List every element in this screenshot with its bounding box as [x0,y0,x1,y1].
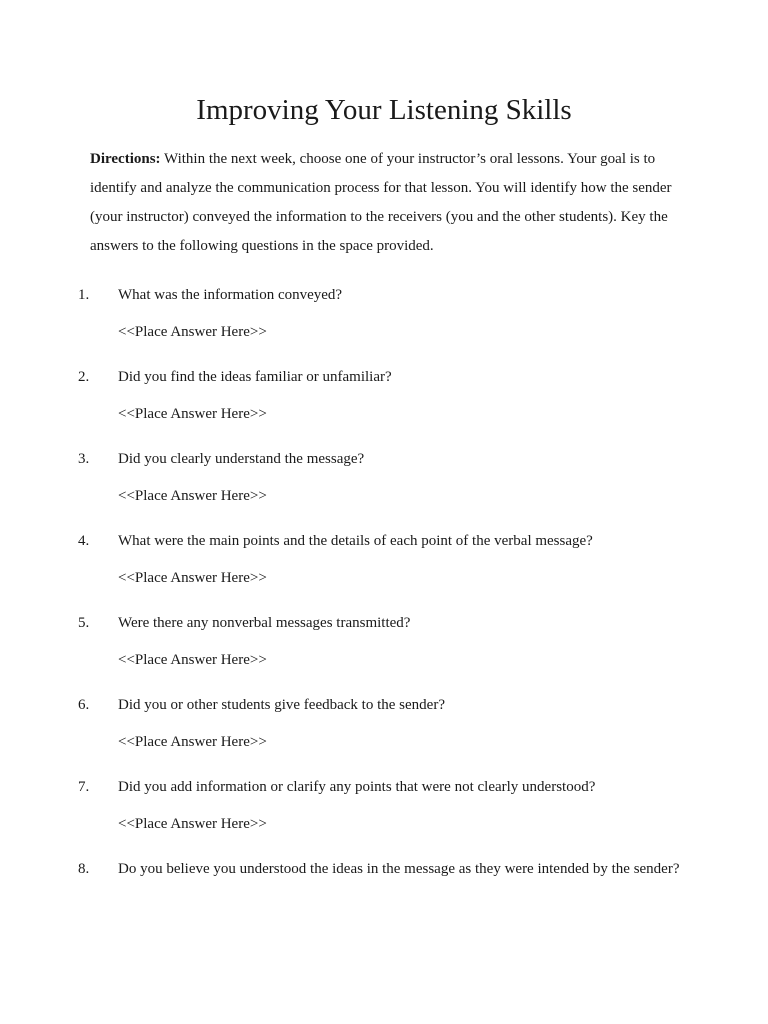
answer-placeholder[interactable]: <<Place Answer Here>> [118,816,267,832]
question-number: 1. [78,287,90,303]
question-item-8 [0,855,768,937]
question-number: 5. [78,615,90,631]
question-item-4 [0,527,768,609]
page-title: Improving Your Listening Skills [196,94,572,126]
question-list [0,281,768,937]
answer-placeholder[interactable]: <<Place Answer Here>> [118,488,267,504]
answer-placeholder[interactable]: <<Place Answer Here>> [118,406,267,422]
question-text: Did you add information or clarify any points that were not clearly understood? [118,779,596,795]
question-number: 2. [78,369,90,385]
question-text: Did you find the ideas familiar or unfamiliar? [118,369,392,385]
answer-placeholder[interactable]: <<Place Answer Here>> [118,734,267,750]
question-text: Did you clearly understand the message? [118,451,365,467]
question-text: Did you or other students give feedback to the sender? [118,697,445,713]
question-number: 6. [78,697,90,713]
question-text: Do you believe you understood the ideas in the message as they were intended by the sender? [118,861,680,877]
question-number: 7. [78,779,90,795]
question-text: What was the information conveyed? [118,287,343,303]
question-item-1 [0,281,768,363]
answer-placeholder[interactable]: <<Place Answer Here>> [118,570,267,586]
question-text: What were the main points and the details of each point of the verbal message? [118,533,593,549]
question-text: Were there any nonverbal messages transmitted? [118,615,411,631]
directions-text: Within the next week, choose one of your instructor’s oral lessons. Your goal is to identify and analyze the communication process for that lesson. You will identify how the sender (your instructor) conveyed the information to the receivers (you and the other students). Key the answers to the following questions in the space provided. [90,151,672,254]
question-item-6 [0,691,768,773]
question-item-7 [0,773,768,855]
directions-label: Directions: [90,151,161,167]
answer-placeholder[interactable]: <<Place Answer Here>> [118,324,267,340]
question-number: 3. [78,451,90,467]
question-item-2 [0,363,768,445]
question-item-5 [0,609,768,691]
question-number: 4. [78,533,90,549]
question-number: 8. [78,861,90,877]
question-item-3 [0,445,768,527]
answer-placeholder[interactable]: <<Place Answer Here>> [118,652,267,668]
directions-paragraph [90,145,690,261]
